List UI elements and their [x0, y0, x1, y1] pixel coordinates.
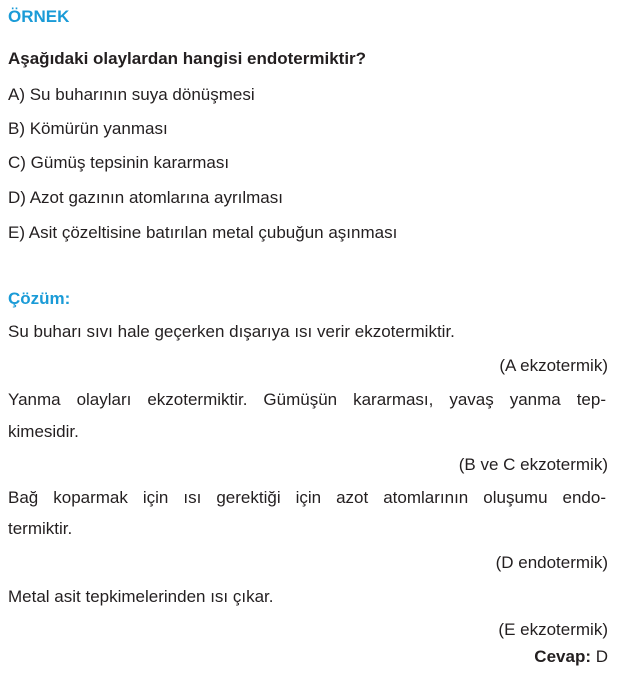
solution-line-d-1: Bağ koparmak için ısı gerektiği için azot atomlarının oluşumu endo-	[8, 488, 606, 507]
option-a: A) Su buharının suya dönüşmesi	[8, 85, 255, 104]
solution-note-a: (A ekzotermik)	[499, 356, 608, 375]
solution-line-bc-1: Yanma olayları ekzotermiktir. Gümüşün kararması, yavaş yanma tep-	[8, 390, 606, 409]
solution-line-e: Metal asit tepkimelerinden ısı çıkar.	[8, 587, 274, 606]
question-text: Aşağıdaki olaylardan hangisi endotermiktir?	[8, 49, 367, 68]
example-heading: ÖRNEK	[8, 7, 70, 26]
solution-line-d-2: termiktir.	[8, 519, 73, 538]
answer-value: D	[595, 647, 608, 666]
solution-heading: Çözüm:	[8, 289, 71, 308]
solution-note-d: (D endotermik)	[495, 553, 608, 572]
option-e: E) Asit çözeltisine batırılan metal çubuğun aşınması	[8, 223, 398, 242]
option-c: C) Gümüş tepsinin kararması	[8, 153, 230, 172]
solution-line-a: Su buharı sıvı hale geçerken dışarıya ısı verir ekzotermiktir.	[8, 322, 455, 341]
option-b: B) Kömürün yanması	[8, 119, 168, 138]
answer-label: Cevap:	[534, 647, 591, 666]
answer-row	[534, 646, 608, 668]
solution-line-bc-2: kimesidir.	[8, 422, 79, 441]
option-d: D) Azot gazının atomlarına ayrılması	[8, 188, 283, 207]
solution-note-bc: (B ve C ekzotermik)	[458, 455, 608, 474]
solution-note-e: (E ekzotermik)	[498, 620, 608, 639]
